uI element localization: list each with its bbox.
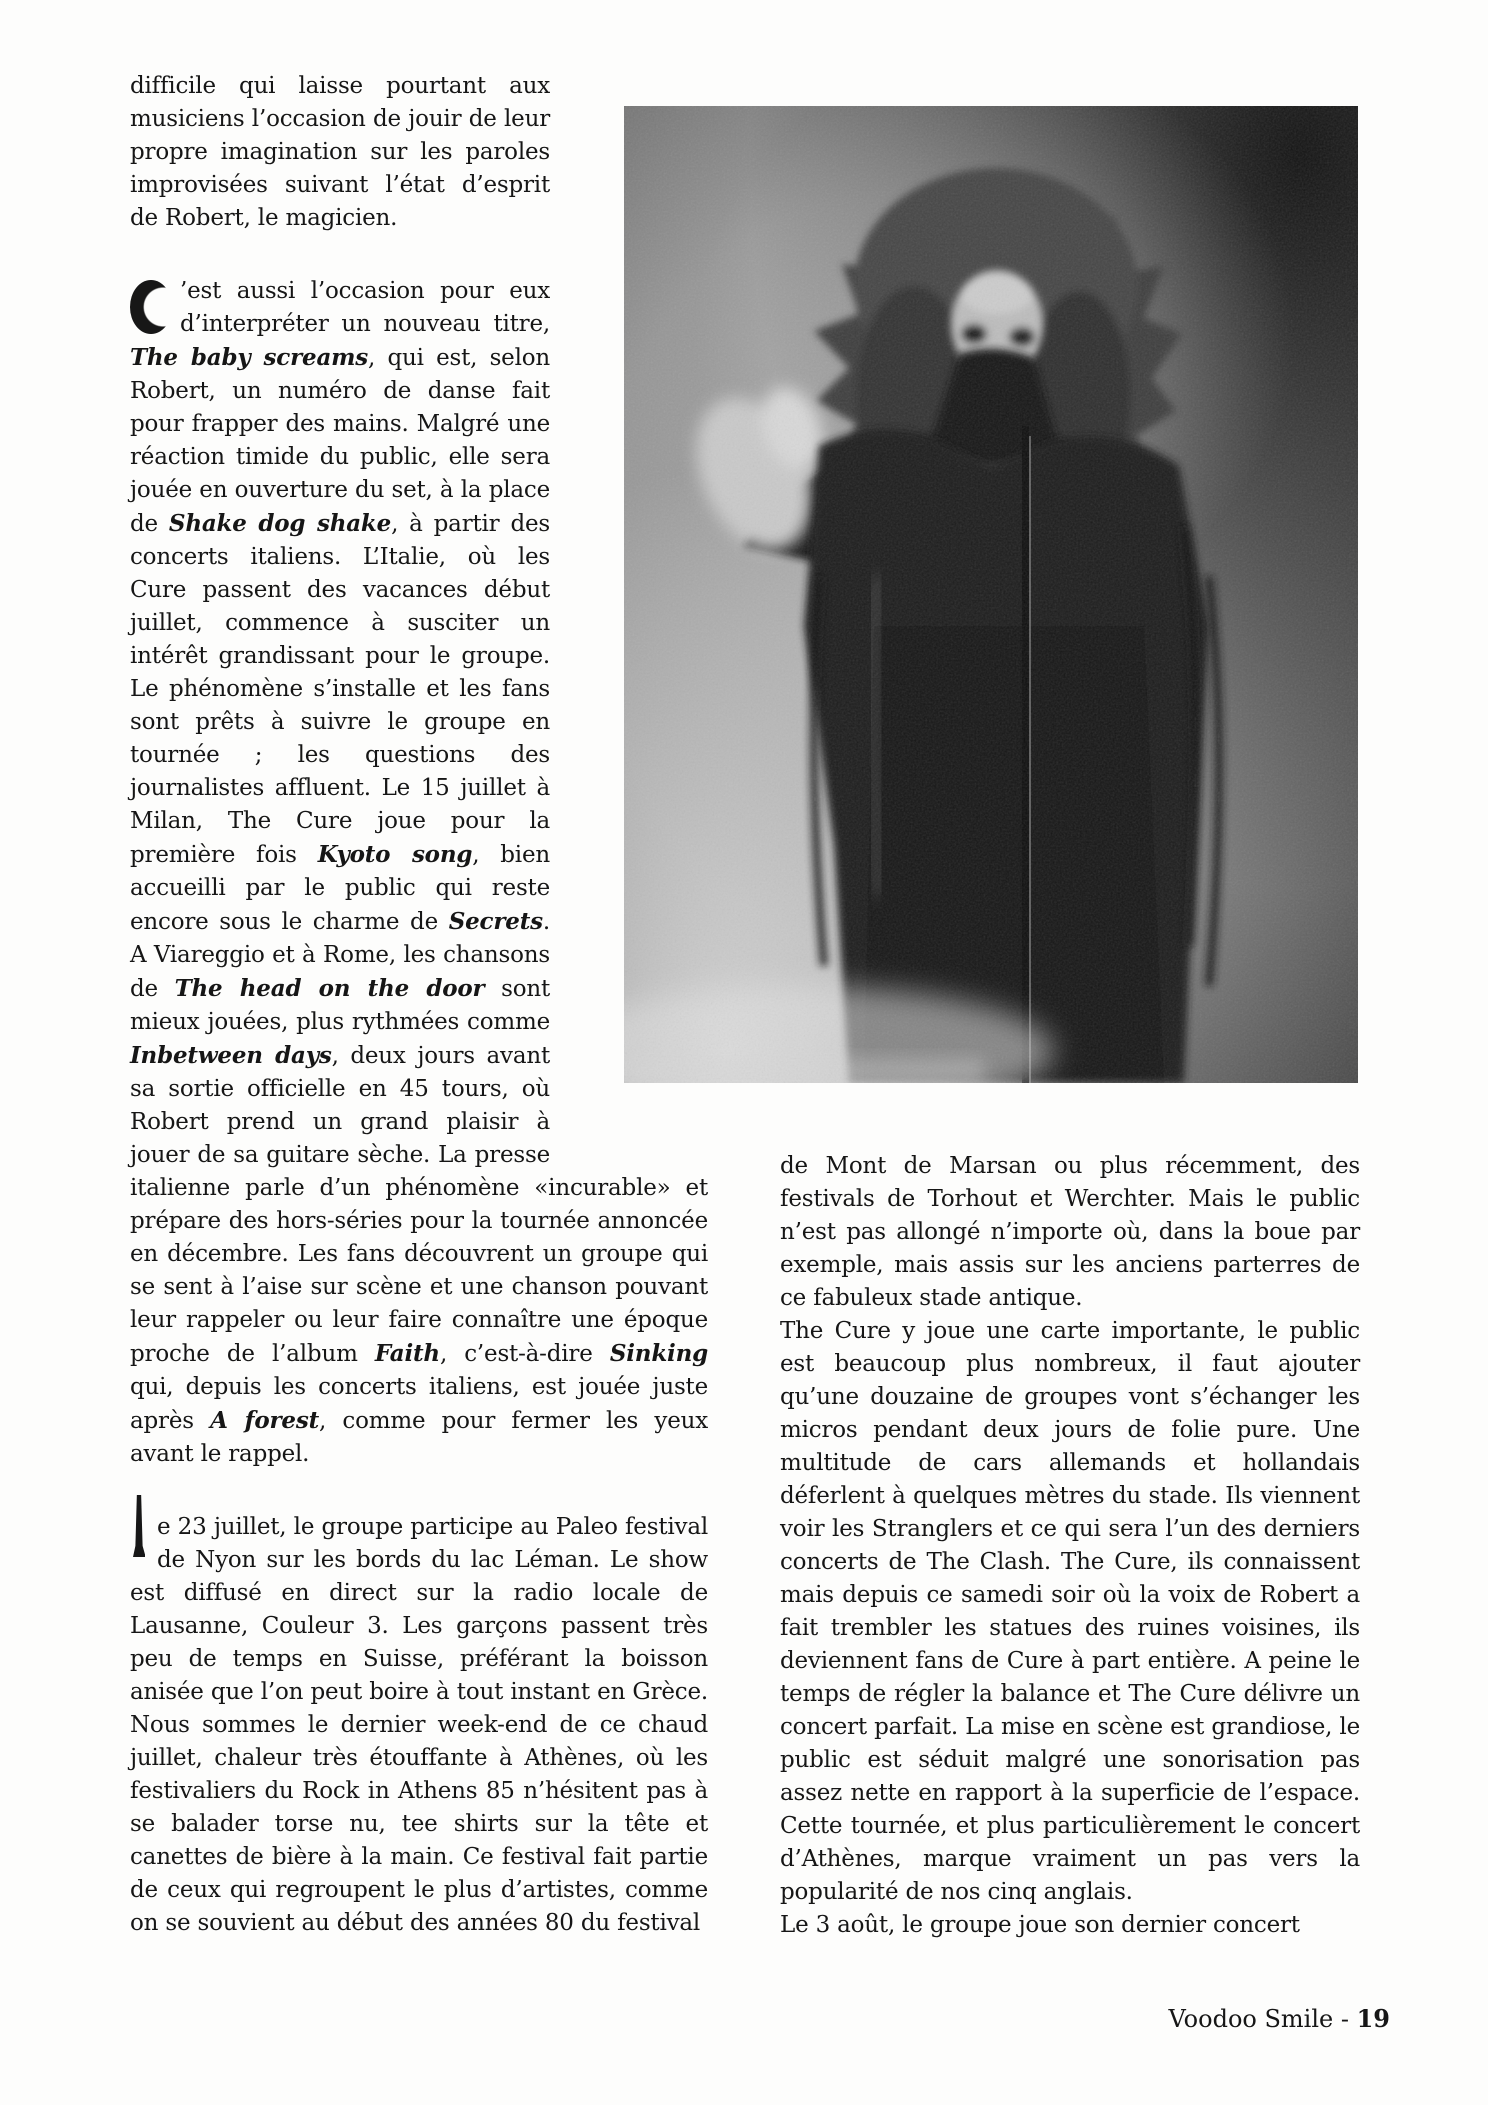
song-title: Kyoto song: [317, 841, 473, 868]
text-run: Le 3 août, le groupe joue son dernier concert: [780, 1912, 1300, 1938]
song-title: The baby screams: [130, 344, 369, 371]
song-title: The head on the door: [174, 975, 485, 1002]
song-title: Faith: [374, 1340, 440, 1367]
text-run: e 23 juillet, le groupe participe au Paleo festival de Nyon sur les bords du lac Léman. Le show est diffusé en direct sur la radio locale de Lausanne, Couleur 3. Les garçons passent très peu de temps en Suisse, préférant la boisson anisée que l’on peut boire à tout instant en Grèce. Nous sommes le dernier week-end de ce chaud juillet, chaleur très étouffante à Athènes, où les festivaliers du Rock in Athens 85 n’hésitent pas à se balader torse nu, tee shirts sur la tête et canettes de bière à la main. Ce festival fait partie de ceux qui regroupent le plus d’artistes, comme on se souvient au début des années 80 du festival: [130, 1514, 708, 1936]
paragraph: [780, 1315, 1360, 1909]
text-run: The Cure y joue une carte importante, le public est beaucoup plus nombreux, il faut ajouter qu’une douzaine de groupes vont s’échanger les micros pendant deux jours de folie pure. Une multitude de cars allemands et hollandais déferlent à quelques mètres du stade. Ils viennent voir les Stranglers et ce qui sera l’un des derniers concerts de The Clash. The Cure, ils connaissent mais depuis ce samedi soir où la voix de Robert a fait trembler les statues des ruines voisines, ils deviennent fans de Cure à part entière. A peine le temps de régler la balance et The Cure délivre un concert parfait. La mise en scène est grandiose, le public est séduit malgré une sonorisation pas assez nette en rapport à la superficie de l’espace. Cette tournée, et plus particulièrement le concert d’Athènes, marque vraiment un pas vers la popularité de nos cinq anglais.: [780, 1318, 1360, 1905]
text-run: sont mieux jouées, plus rythmées comme: [130, 976, 550, 1035]
text-run: , comme pour fermer les yeux avant le rappel.: [130, 1408, 708, 1467]
song-title: Inbetween days: [130, 1042, 332, 1069]
text-run: qui, depuis les concerts italiens, est jouée juste après: [130, 1374, 708, 1434]
song-title: Secrets: [448, 908, 543, 935]
song-title: Shake dog shake: [168, 510, 392, 537]
song-title: A forest: [210, 1407, 320, 1434]
dropcap-c: [130, 280, 172, 334]
concert-photo-artwork: [624, 106, 1358, 1083]
text-run: , qui est, selon Robert, un numéro de danse fait pour frapper des mains. Malgré une réaction timide du public, elle sera jouée en ouverture du set, à la place de: [130, 345, 550, 537]
paragraph: [130, 1511, 708, 1940]
text-run: , deux jours avant sa sortie officielle en 45 tours, où Robert prend un grand plaisir à jouer de sa guitare sèche. La presse italienne parle d’un phénomène «incurable» et prépare des hors-séries pour la tournée annoncée en décembre. Les fans découvrent un groupe qui se sent à l’aise sur scène et une chanson pouvant leur rappeler ou leur faire connaître une époque proche de l’album: [130, 1043, 708, 1367]
page-footer: [1169, 2004, 1390, 2034]
robert-smith-concert-photo: [624, 106, 1358, 1083]
article-left-column: [130, 70, 708, 1980]
paragraph: [780, 1150, 1360, 1315]
text-run: , à partir des concerts italiens. L’Italie, où les Cure passent des vacances début juillet, commence à susciter un intérêt grandissant pour le groupe. Le phénomène s’installe et les fans sont prêts à suivre le groupe en tournée ; les questions des journalistes affluent. Le 15 juillet à Milan, The Cure joue pour la première fois: [130, 511, 550, 868]
page-number: 19: [1356, 2004, 1390, 2033]
paragraph: [780, 1909, 1360, 1942]
dropcap-l: [133, 1495, 145, 1557]
article-right-column: [780, 1150, 1360, 1942]
photo-spacer: [550, 70, 708, 1160]
text-run: . A Viareggio et à Rome, les chansons de: [130, 909, 550, 1002]
text-run: de Mont de Marsan ou plus récemment, des festivals de Torhout et Werchter. Mais le public n’est pas allongé n’importe où, dans la boue par exemple, mais assis sur les anciens parterres de ce fabuleux stade antique.: [780, 1153, 1360, 1311]
song-title: Sinking: [609, 1340, 708, 1367]
footer-zine-title: Voodoo Smile -: [1168, 2005, 1357, 2033]
text-run: , bien accueilli par le public qui reste encore sous le charme de: [130, 842, 550, 935]
text-run: difficile qui laisse pourtant aux musiciens l’occasion de jouir de leur propre imagination sur les paroles improvisées suivant l’état d’esprit de Robert, le magicien.: [130, 73, 550, 231]
text-run: ’est aussi l’occasion pour eux d’interpréter un nouveau titre,: [180, 278, 550, 337]
text-run: , c’est-à-dire: [439, 1341, 610, 1367]
